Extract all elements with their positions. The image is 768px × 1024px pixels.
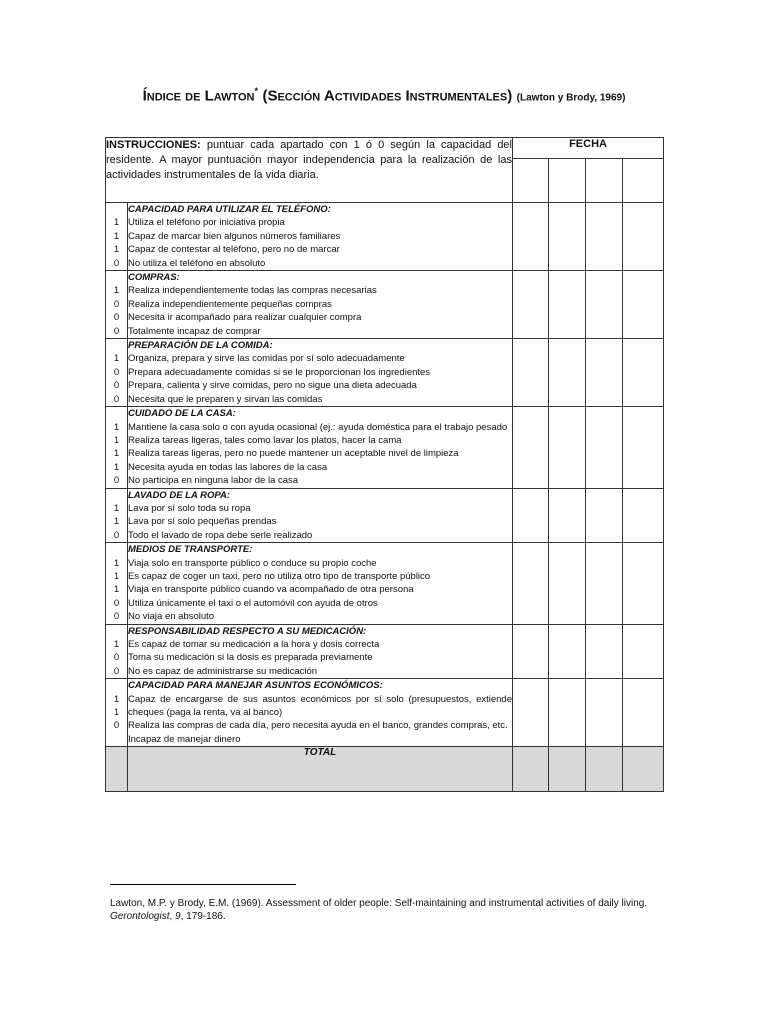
item-column bbox=[128, 203, 513, 271]
score-entry-cell[interactable] bbox=[586, 488, 623, 543]
item-score: 1 bbox=[113, 516, 120, 528]
section-row bbox=[106, 271, 664, 339]
score-entry-cell[interactable] bbox=[586, 624, 623, 679]
score-spacer bbox=[106, 543, 127, 556]
score-column bbox=[106, 339, 128, 407]
score-column bbox=[106, 543, 128, 624]
score-entry-cell[interactable] bbox=[513, 488, 549, 543]
item-score: 1 bbox=[113, 557, 120, 569]
score-entry-cell[interactable] bbox=[513, 407, 549, 488]
score-entry-cell[interactable] bbox=[549, 339, 586, 407]
total-spacer bbox=[106, 747, 128, 792]
footnote-authors: Lawton, M.P. y Brody, E.M. (1969). Assessment of older people: Self-maintaining and instrumental activities of daily living. bbox=[110, 898, 648, 909]
item-column bbox=[128, 339, 513, 407]
item-score: 0 bbox=[113, 312, 120, 324]
item-text: Organiza, prepara y sirve las comidas por sí solo adecuadamente bbox=[128, 353, 405, 365]
section-heading: LAVADO DE LA ROPA: bbox=[128, 489, 231, 501]
score-entry-cell[interactable] bbox=[513, 543, 549, 624]
item-score: 0 bbox=[113, 298, 120, 310]
section-row bbox=[106, 543, 664, 624]
item-score: 0 bbox=[113, 257, 120, 269]
score-entry-cell[interactable] bbox=[513, 679, 549, 747]
item-text: Capaz de contestar al teléfono, pero no de marcar bbox=[128, 244, 340, 256]
item-text: Necesita que le preparen y sirvan las comidas bbox=[128, 393, 323, 405]
item-score: 1 bbox=[113, 570, 120, 582]
section-row bbox=[106, 679, 664, 747]
total-label: TOTAL bbox=[128, 747, 513, 792]
item-score: 0 bbox=[113, 529, 120, 541]
item-text: Toma su medicación si la dosis es preparada previamente bbox=[128, 652, 373, 664]
item-score: 0 bbox=[113, 366, 120, 378]
item-text: Mantiene la casa solo o con ayuda ocasional (ej.: ayuda doméstica para el trabajo pesado bbox=[128, 421, 508, 433]
score-entry-cell[interactable] bbox=[623, 679, 664, 747]
item-column bbox=[128, 624, 513, 679]
score-entry-cell[interactable] bbox=[623, 203, 664, 271]
section-heading: MEDIOS DE TRANSPORTE: bbox=[128, 544, 253, 556]
score-entry-cell[interactable] bbox=[623, 543, 664, 624]
item-score: 1 bbox=[113, 285, 120, 297]
item-text: Utiliza únicamente el taxi o el automóvil con ayuda de otros bbox=[128, 597, 378, 609]
footnote-rule bbox=[110, 884, 296, 885]
item-text: No utiliza el teléfono en absoluto bbox=[128, 257, 266, 269]
item-column bbox=[128, 407, 513, 488]
item-score: 0 bbox=[113, 652, 120, 664]
item-text: Incapaz de manejar dinero bbox=[128, 733, 241, 745]
item-text: Lava por sí solo pequeñas prendas bbox=[128, 516, 277, 528]
item-text: Viaja solo en transporte público o conduce su propio coche bbox=[128, 557, 377, 569]
total-entry-cell[interactable] bbox=[513, 747, 549, 792]
item-text: Realiza las compras de cada día, pero necesita ayuda en el banco, grandes compras, etc. bbox=[128, 720, 508, 732]
item-column bbox=[128, 488, 513, 543]
total-entry-cell[interactable] bbox=[623, 747, 664, 792]
section-heading: CUIDADO DE LA CASA: bbox=[128, 408, 236, 420]
item-text: Realiza tareas ligeras, tales como lavar los platos, hacer la cama bbox=[128, 434, 402, 446]
score-entry-cell[interactable] bbox=[586, 271, 623, 339]
score-column bbox=[106, 407, 128, 488]
item-score: 0 bbox=[113, 325, 120, 337]
item-score: 1 bbox=[113, 584, 120, 596]
item-text: Prepara adecuadamente comidas si se le proporcionan los ingredientes bbox=[128, 366, 431, 378]
total-row bbox=[106, 747, 664, 792]
item-score: 1 bbox=[113, 421, 120, 433]
score-entry-cell[interactable] bbox=[586, 339, 623, 407]
section-row bbox=[106, 488, 664, 543]
score-entry-cell[interactable] bbox=[586, 543, 623, 624]
score-spacer bbox=[106, 625, 127, 638]
section-row bbox=[106, 624, 664, 679]
score-column bbox=[106, 271, 128, 339]
item-text: No participa en ninguna labor de la casa bbox=[128, 475, 299, 487]
section-row bbox=[106, 203, 664, 271]
item-text: No es capaz de administrarse su medicación bbox=[128, 665, 318, 677]
item-text: Prepara, calienta y sirve comidas, pero no sigue una dieta adecuada bbox=[128, 380, 417, 392]
score-entry-cell[interactable] bbox=[549, 271, 586, 339]
item-score: 0 bbox=[113, 475, 120, 487]
item-score: 1 bbox=[113, 448, 120, 460]
score-entry-cell[interactable] bbox=[549, 543, 586, 624]
lawton-scale-table bbox=[105, 137, 664, 792]
title-main: Índice de Lawton bbox=[142, 87, 255, 105]
instructions-text: puntuar cada apartado con 1 ó 0 según la capacidad del residente. A mayor puntuación mayor independencia para la realización de las actividades instrumentales de la vida diaria. bbox=[106, 139, 512, 181]
item-text: Necesita ir acompañado para realizar cualquier compra bbox=[128, 312, 362, 324]
item-score: 1 bbox=[113, 353, 120, 365]
score-column bbox=[106, 488, 128, 543]
item-score: 0 bbox=[113, 665, 120, 677]
footnote-journal: Gerontologist bbox=[110, 911, 170, 922]
title-section: (Sección Actividades Instrumentales) bbox=[262, 87, 513, 105]
score-entry-cell[interactable] bbox=[513, 203, 549, 271]
item-text: Totalmente incapaz de comprar bbox=[128, 325, 261, 337]
score-entry-cell[interactable] bbox=[513, 624, 549, 679]
score-entry-cell[interactable] bbox=[513, 271, 549, 339]
score-spacer bbox=[106, 339, 127, 352]
instructions bbox=[106, 138, 513, 203]
item-score: 0 bbox=[113, 720, 120, 732]
instructions-row bbox=[106, 138, 664, 159]
item-score: 0 bbox=[113, 597, 120, 609]
score-spacer bbox=[106, 489, 127, 502]
section-heading: PREPARACIÓN DE LA COMIDA: bbox=[128, 340, 273, 352]
footnote-marker: * bbox=[254, 86, 259, 96]
item-text: Todo el lavado de ropa debe serle realizado bbox=[128, 529, 313, 541]
score-entry-cell[interactable] bbox=[549, 488, 586, 543]
score-entry-cell[interactable] bbox=[549, 679, 586, 747]
item-text: Necesita ayuda en todas las labores de la casa bbox=[128, 461, 328, 473]
item-text: Capaz de encargarse de sus asuntos económicos por sí solo (presupuestos, extiende cheques (paga la renta, va al banco) bbox=[128, 693, 512, 719]
section-heading: RESPONSABILIDAD RESPECTO A SU MEDICACIÓN: bbox=[128, 625, 367, 637]
date-header: FECHA bbox=[513, 138, 664, 159]
item-text: Viaja en transporte público cuando va acompañado de otra persona bbox=[128, 584, 414, 596]
item-score: 1 bbox=[113, 434, 120, 446]
score-spacer bbox=[106, 203, 127, 216]
score-entry-cell[interactable] bbox=[586, 679, 623, 747]
page-title bbox=[0, 86, 768, 105]
score-entry-cell[interactable] bbox=[549, 203, 586, 271]
score-entry-cell[interactable] bbox=[586, 203, 623, 271]
item-score: 1 bbox=[113, 502, 120, 514]
score-column bbox=[106, 203, 128, 271]
date-cell[interactable] bbox=[513, 159, 549, 203]
item-text: No viaja en absoluto bbox=[128, 611, 215, 623]
score-entry-cell[interactable] bbox=[586, 407, 623, 488]
item-text: Lava por sí solo toda su ropa bbox=[128, 502, 251, 514]
item-text: Realiza tareas ligeras, pero no puede mantener un aceptable nivel de limpieza bbox=[128, 448, 459, 460]
section-heading: CAPACIDAD PARA MANEJAR ASUNTOS ECONÓMICOS: bbox=[128, 680, 383, 692]
item-score: 1 bbox=[113, 217, 120, 229]
item-score: 1 bbox=[113, 244, 120, 256]
score-spacer bbox=[106, 679, 127, 692]
footnote-volume: 9 bbox=[175, 911, 181, 922]
item-score: 0 bbox=[113, 380, 120, 392]
item-score: 1 bbox=[113, 707, 120, 719]
score-entry-cell[interactable] bbox=[513, 339, 549, 407]
footnote: Lawton, M.P. y Brody, E.M. (1969). Assessment of older people: Self-maintaining and instrumental activities of daily living. Gerontologist, 9, 179-186. bbox=[110, 898, 648, 922]
total-entry-cell[interactable] bbox=[549, 747, 586, 792]
section-row bbox=[106, 339, 664, 407]
score-spacer bbox=[106, 407, 127, 420]
item-text: Capaz de marcar bien algunos números familiares bbox=[128, 230, 341, 242]
title-citation: (Lawton y Brody, 1969) bbox=[516, 92, 626, 104]
date-cell[interactable] bbox=[623, 159, 664, 203]
date-cell[interactable] bbox=[549, 159, 586, 203]
item-column bbox=[128, 543, 513, 624]
footnote-pages: , 179-186. bbox=[180, 911, 226, 922]
section-heading: CAPACIDAD PARA UTILIZAR EL TELÉFONO: bbox=[128, 204, 331, 215]
score-entry-cell[interactable] bbox=[549, 624, 586, 679]
score-entry-cell[interactable] bbox=[623, 488, 664, 543]
section-heading: COMPRAS: bbox=[128, 272, 180, 284]
score-column bbox=[106, 679, 128, 747]
item-column bbox=[128, 679, 513, 747]
total-entry-cell[interactable] bbox=[586, 747, 623, 792]
item-text: Es capaz de coger un taxi, pero no utiliza otro tipo de transporte público bbox=[128, 570, 431, 582]
item-text: Realiza independientemente todas las compras necesarias bbox=[128, 285, 377, 297]
score-entry-cell[interactable] bbox=[623, 271, 664, 339]
item-score: 1 bbox=[113, 693, 120, 705]
section-row bbox=[106, 407, 664, 488]
item-score: 0 bbox=[113, 611, 120, 623]
item-score: 1 bbox=[113, 461, 120, 473]
score-entry-cell[interactable] bbox=[623, 339, 664, 407]
item-text: Utiliza el teléfono por iniciativa propia bbox=[128, 217, 285, 229]
item-score: 1 bbox=[113, 230, 120, 242]
item-score: 0 bbox=[113, 393, 120, 405]
item-text: Realiza independientemente pequeñas compras bbox=[128, 298, 332, 310]
score-entry-cell[interactable] bbox=[549, 407, 586, 488]
score-column bbox=[106, 624, 128, 679]
item-column bbox=[128, 271, 513, 339]
instructions-label: INSTRUCCIONES: bbox=[106, 139, 201, 151]
item-text: Es capaz de tomar su medicación a la hora y dosis correcta bbox=[128, 639, 380, 650]
item-score: 1 bbox=[113, 639, 120, 650]
score-spacer bbox=[106, 271, 127, 284]
score-entry-cell[interactable] bbox=[623, 624, 664, 679]
score-entry-cell[interactable] bbox=[623, 407, 664, 488]
date-cell[interactable] bbox=[586, 159, 623, 203]
